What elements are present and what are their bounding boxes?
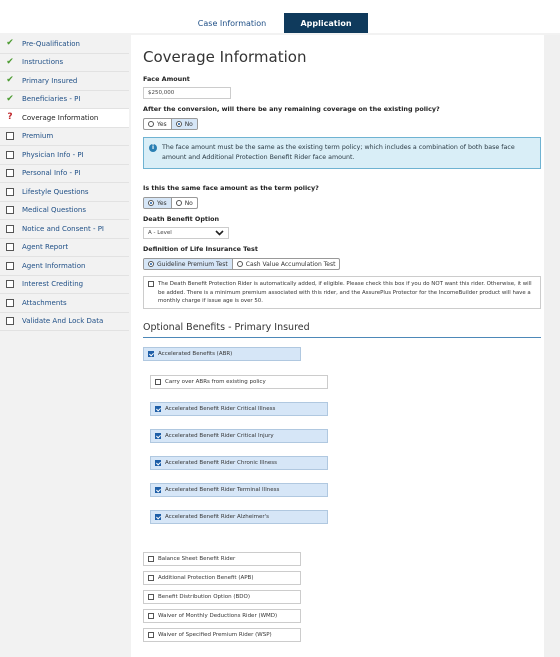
remaining-coverage-yes[interactable] xyxy=(144,119,172,129)
sidebar-item-lifestyle-questions[interactable] xyxy=(0,183,129,202)
radio-selected-icon xyxy=(148,261,154,267)
checkbox-checked-icon xyxy=(155,460,161,466)
opt-out-checkbox[interactable] xyxy=(148,281,154,287)
life-insurance-test-label: Definition of Life Insurance Test xyxy=(143,245,258,253)
sidebar-item-label: Attachments xyxy=(22,298,67,307)
same-face-amount-no[interactable] xyxy=(172,198,197,208)
sidebar-item-notice-consent[interactable] xyxy=(0,220,129,239)
section-divider xyxy=(143,337,541,338)
checkbox-label: Benefit Distribution Option (BDO) xyxy=(158,594,250,600)
sidebar-item-personal-info[interactable] xyxy=(0,165,129,184)
sidebar-item-label: Validate And Lock Data xyxy=(22,317,104,326)
sidebar-item-label: Physician Info - PI xyxy=(22,150,84,159)
checkbox-checked-icon xyxy=(155,406,161,412)
sidebar xyxy=(0,35,129,331)
cash-value-test-option[interactable] xyxy=(233,259,340,269)
info-icon: i xyxy=(149,144,157,152)
checkmark-icon: ✔ xyxy=(6,75,14,86)
remaining-coverage-question: After the conversion, will there be any remaining coverage on the existing policy? xyxy=(143,105,440,113)
main-content xyxy=(131,35,544,657)
empty-box-icon xyxy=(6,206,14,214)
sidebar-item-validate-lock[interactable] xyxy=(0,313,129,332)
sidebar-item-pre-qualification[interactable] xyxy=(0,35,129,54)
same-face-amount-yes[interactable] xyxy=(144,198,172,208)
checkbox-label: Balance Sheet Benefit Rider xyxy=(158,556,236,562)
abr-critical-injury-checkbox[interactable] xyxy=(150,429,328,443)
sidebar-item-label: Agent Report xyxy=(22,243,69,252)
checkbox-icon xyxy=(148,575,154,581)
same-face-amount-toggle xyxy=(143,197,198,209)
wsp-checkbox[interactable] xyxy=(143,628,301,642)
tab-case-information[interactable]: Case Information xyxy=(197,18,267,28)
checkbox-icon xyxy=(148,556,154,562)
abr-checkbox[interactable] xyxy=(143,347,301,361)
empty-box-icon xyxy=(6,225,14,233)
option-label: No xyxy=(184,120,193,128)
sidebar-item-label: Primary Insured xyxy=(22,76,78,85)
checkbox-label: Accelerated Benefit Rider Alzheimer's xyxy=(165,514,270,520)
checkbox-checked-icon xyxy=(155,514,161,520)
checkbox-label: Accelerated Benefit Rider Terminal Illness xyxy=(165,487,280,493)
life-insurance-test-toggle xyxy=(143,258,340,270)
sidebar-item-coverage-information[interactable] xyxy=(0,109,129,128)
face-amount-label: Face Amount xyxy=(143,75,190,83)
sidebar-item-label: Beneficiaries - PI xyxy=(22,95,81,104)
option-label: No xyxy=(184,199,193,207)
sidebar-item-medical-questions[interactable] xyxy=(0,202,129,221)
vertical-scrollbar[interactable] xyxy=(544,35,560,657)
sidebar-item-agent-information[interactable] xyxy=(0,257,129,276)
checkbox-label: Additional Protection Benefit (APB) xyxy=(158,575,254,581)
sidebar-item-label: Lifestyle Questions xyxy=(22,187,89,196)
apb-checkbox[interactable] xyxy=(143,571,301,585)
sidebar-item-primary-insured[interactable] xyxy=(0,72,129,91)
death-benefit-select[interactable] xyxy=(143,227,229,239)
option-label: Yes xyxy=(157,199,167,207)
abr-carry-over-checkbox[interactable] xyxy=(150,375,328,389)
remaining-coverage-no[interactable] xyxy=(172,119,197,129)
optional-benefits-title: Optional Benefits - Primary Insured xyxy=(143,322,310,333)
wmd-checkbox[interactable] xyxy=(143,609,301,623)
empty-box-icon xyxy=(6,262,14,270)
empty-box-icon xyxy=(6,317,14,325)
empty-box-icon xyxy=(6,299,14,307)
empty-box-icon xyxy=(6,243,14,251)
remaining-coverage-toggle xyxy=(143,118,198,130)
abr-chronic-illness-checkbox[interactable] xyxy=(150,456,328,470)
checkbox-icon xyxy=(148,632,154,638)
balance-sheet-rider-checkbox[interactable] xyxy=(143,552,301,566)
sidebar-item-label: Instructions xyxy=(22,58,64,67)
sidebar-item-label: Personal Info - PI xyxy=(22,169,81,178)
death-benefit-protection-note xyxy=(143,276,541,309)
checkbox-label: Accelerated Benefit Rider Chronic Illness xyxy=(165,460,277,466)
chevron-down-icon xyxy=(215,230,224,236)
sidebar-item-label: Premium xyxy=(22,132,54,141)
empty-box-icon xyxy=(6,169,14,177)
question-mark-icon: ? xyxy=(7,112,13,123)
face-amount-input[interactable]: $250,000 xyxy=(143,87,231,99)
checkbox-icon xyxy=(148,613,154,619)
radio-selected-icon xyxy=(148,200,154,206)
checkbox-label: Waiver of Specified Premium Rider (WSP) xyxy=(158,632,272,638)
guideline-premium-test-option[interactable] xyxy=(144,259,233,269)
sidebar-item-label: Coverage Information xyxy=(22,113,99,122)
checkbox-label: Accelerated Benefit Rider Critical Injury xyxy=(165,433,274,439)
empty-box-icon xyxy=(6,280,14,288)
checkbox-label: Accelerated Benefit Rider Critical Illness xyxy=(165,406,276,412)
abr-terminal-illness-checkbox[interactable] xyxy=(150,483,328,497)
sidebar-item-premium[interactable] xyxy=(0,128,129,147)
checkbox-checked-icon xyxy=(148,351,154,357)
sidebar-item-attachments[interactable] xyxy=(0,294,129,313)
abr-critical-illness-checkbox[interactable] xyxy=(150,402,328,416)
checkbox-label: Accelerated Benefits (ABR) xyxy=(158,351,233,357)
sidebar-item-label: Medical Questions xyxy=(22,206,86,215)
checkbox-label: Carry over ABRs from existing policy xyxy=(165,379,266,385)
page-title: Coverage Information xyxy=(143,48,307,66)
radio-icon xyxy=(148,121,154,127)
face-amount-info-message xyxy=(143,137,541,169)
sidebar-item-interest-crediting[interactable] xyxy=(0,276,129,295)
empty-box-icon xyxy=(6,132,14,140)
abr-alzheimers-checkbox[interactable] xyxy=(150,510,328,524)
option-label: Cash Value Accumulation Test xyxy=(245,260,336,268)
checkmark-icon: ✔ xyxy=(6,56,14,67)
radio-selected-icon xyxy=(176,121,182,127)
same-face-amount-question: Is this the same face amount as the term policy? xyxy=(143,184,319,192)
checkbox-icon xyxy=(148,594,154,600)
tab-application[interactable]: Application xyxy=(284,13,368,33)
top-tab-bar xyxy=(0,0,560,33)
sidebar-item-instructions[interactable] xyxy=(0,54,129,73)
checkbox-checked-icon xyxy=(155,487,161,493)
checkbox-icon xyxy=(155,379,161,385)
sidebar-item-physician-info[interactable] xyxy=(0,146,129,165)
bdo-checkbox[interactable] xyxy=(143,590,301,604)
sidebar-item-label: Notice and Consent - PI xyxy=(22,224,104,233)
sidebar-item-label: Agent Information xyxy=(22,261,86,270)
info-message-text: The face amount must be the same as the existing term policy; which includes a combination of both base face amount and Additional Protection Benefit Rider face amount. xyxy=(162,144,515,161)
note-text: The Death Benefit Protection Rider is automatically added, if eligible. Please check this box if you do NOT want this rider. Otherwise, it will be added. There is a minimum premium associated with this rider, and the AssurePlus Protector for the IncomeBuilder product will have a monthly charge if issue age is over 50. xyxy=(158,281,532,304)
option-label: Yes xyxy=(157,120,167,128)
select-value: A - Level xyxy=(148,230,172,236)
sidebar-item-label: Pre-Qualification xyxy=(22,39,80,48)
empty-box-icon xyxy=(6,151,14,159)
option-label: Guideline Premium Test xyxy=(157,260,228,268)
sidebar-item-agent-report[interactable] xyxy=(0,239,129,258)
sidebar-item-label: Interest Crediting xyxy=(22,280,84,289)
checkmark-icon: ✔ xyxy=(6,38,14,49)
radio-icon xyxy=(176,200,182,206)
empty-box-icon xyxy=(6,188,14,196)
death-benefit-label: Death Benefit Option xyxy=(143,215,220,223)
checkbox-label: Waiver of Monthly Deductions Rider (WMD) xyxy=(158,613,278,619)
checkmark-icon: ✔ xyxy=(6,93,14,104)
sidebar-item-beneficiaries[interactable] xyxy=(0,91,129,110)
radio-icon xyxy=(237,261,243,267)
checkbox-checked-icon xyxy=(155,433,161,439)
